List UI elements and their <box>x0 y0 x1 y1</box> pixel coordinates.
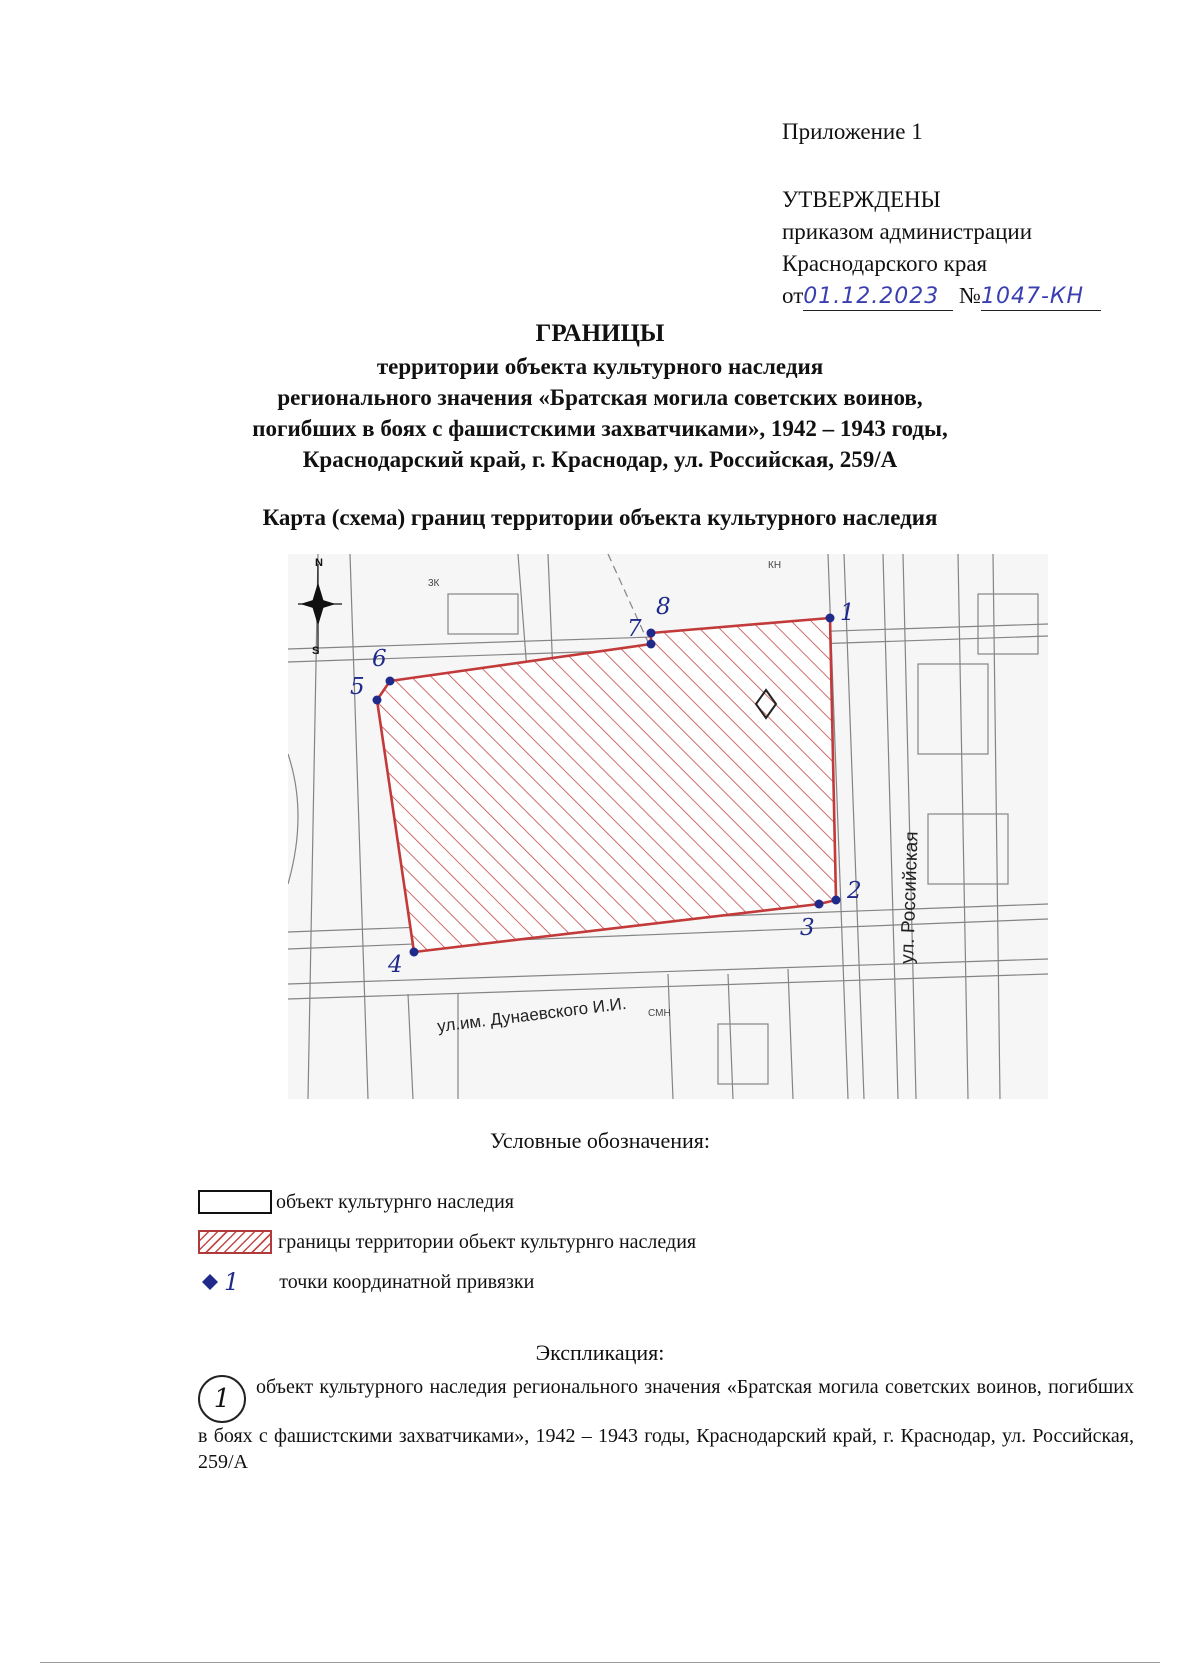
legend-label-boundary: границы территории обьект культурнго наследия <box>278 1230 697 1253</box>
approval-line-1: приказом администрации <box>782 219 1033 244</box>
legend-item-points <box>198 1268 534 1296</box>
map-label-k: 3К <box>428 578 440 589</box>
point-marker <box>373 696 382 705</box>
street-rossiyskaya: ул. Российская <box>897 831 923 965</box>
legend-title: Условные обозначения: <box>489 1128 711 1153</box>
point-marker <box>647 640 656 649</box>
point-label-6: 6 <box>372 646 387 672</box>
boundary-map <box>288 554 1048 1099</box>
point-marker <box>410 948 419 957</box>
title-line-4: Краснодарский край, г. Краснодар, ул. Российская, 259/А <box>302 447 898 472</box>
legend-item-heritage-object <box>198 1190 514 1214</box>
legend-point-number: 1 <box>224 1268 240 1296</box>
point-label-4: 4 <box>388 952 403 978</box>
point-label-2: 2 <box>847 878 862 904</box>
point-label-1: 1 <box>840 600 855 626</box>
point-label-5: 5 <box>350 674 365 700</box>
point-marker <box>832 896 841 905</box>
document-title <box>0 318 1200 475</box>
number-prefix: № <box>959 283 981 308</box>
map-title: Карта (схема) границ территории объекта культурного наследия <box>262 505 938 530</box>
explication-title: Экспликация: <box>535 1340 665 1365</box>
approval-line-2: Краснодарского края <box>782 251 988 276</box>
approved-label: УТВЕРЖДЕНЫ <box>782 187 941 212</box>
explication-description: объект культурного наследия регионального значения «Братская могила советских воинов, погибших в боях с фашистскими захватчиками», 1942 – 1943 годы, Краснодарский край, г. Краснодар, ул. Российская, 259/А <box>198 1376 1134 1473</box>
explication-text <box>198 1374 1134 1475</box>
point-marker <box>386 677 395 686</box>
map-label-kn: КН <box>768 560 782 571</box>
title-line-2: регионального значения «Братская могила советских воинов, <box>277 385 923 410</box>
explication-number-circle: 1 <box>198 1375 246 1423</box>
title-line-3: погибших в боях с фашистскими захватчиками», 1942 – 1943 годы, <box>252 416 948 441</box>
legend-box-object <box>198 1190 272 1214</box>
appendix-label: Приложение 1 <box>782 119 923 144</box>
handwritten-number: 1047-КН <box>980 284 1085 309</box>
page-bottom-line <box>40 1662 1160 1663</box>
handwritten-date: 01.12.2023 <box>803 284 940 309</box>
point-label-8: 8 <box>656 594 671 620</box>
legend-item-territory-boundary <box>198 1230 696 1254</box>
title-line-1: территории объекта культурного наследия <box>376 354 824 379</box>
point-marker <box>647 629 656 638</box>
title-main: ГРАНИЦЫ <box>535 320 665 347</box>
point-marker <box>815 900 824 909</box>
south-label: S <box>312 645 320 657</box>
legend-label-points: точки координатной привязки <box>279 1270 535 1293</box>
date-prefix: от <box>782 283 804 308</box>
street-dunaevskogo: ул.им. Дунаевского И.И. <box>436 993 628 1036</box>
point-label-3: 3 <box>800 915 815 941</box>
north-label: N <box>315 557 323 569</box>
diamond-point-icon <box>198 1270 222 1294</box>
legend-box-hatched <box>198 1230 272 1254</box>
point-label-7: 7 <box>627 616 642 642</box>
approval-block <box>782 116 1101 312</box>
map-label-smn: СМН <box>648 1008 671 1019</box>
point-marker <box>826 614 835 623</box>
approval-date-line <box>782 280 1101 312</box>
legend-label-object: объект культурнго наследия <box>276 1190 514 1213</box>
